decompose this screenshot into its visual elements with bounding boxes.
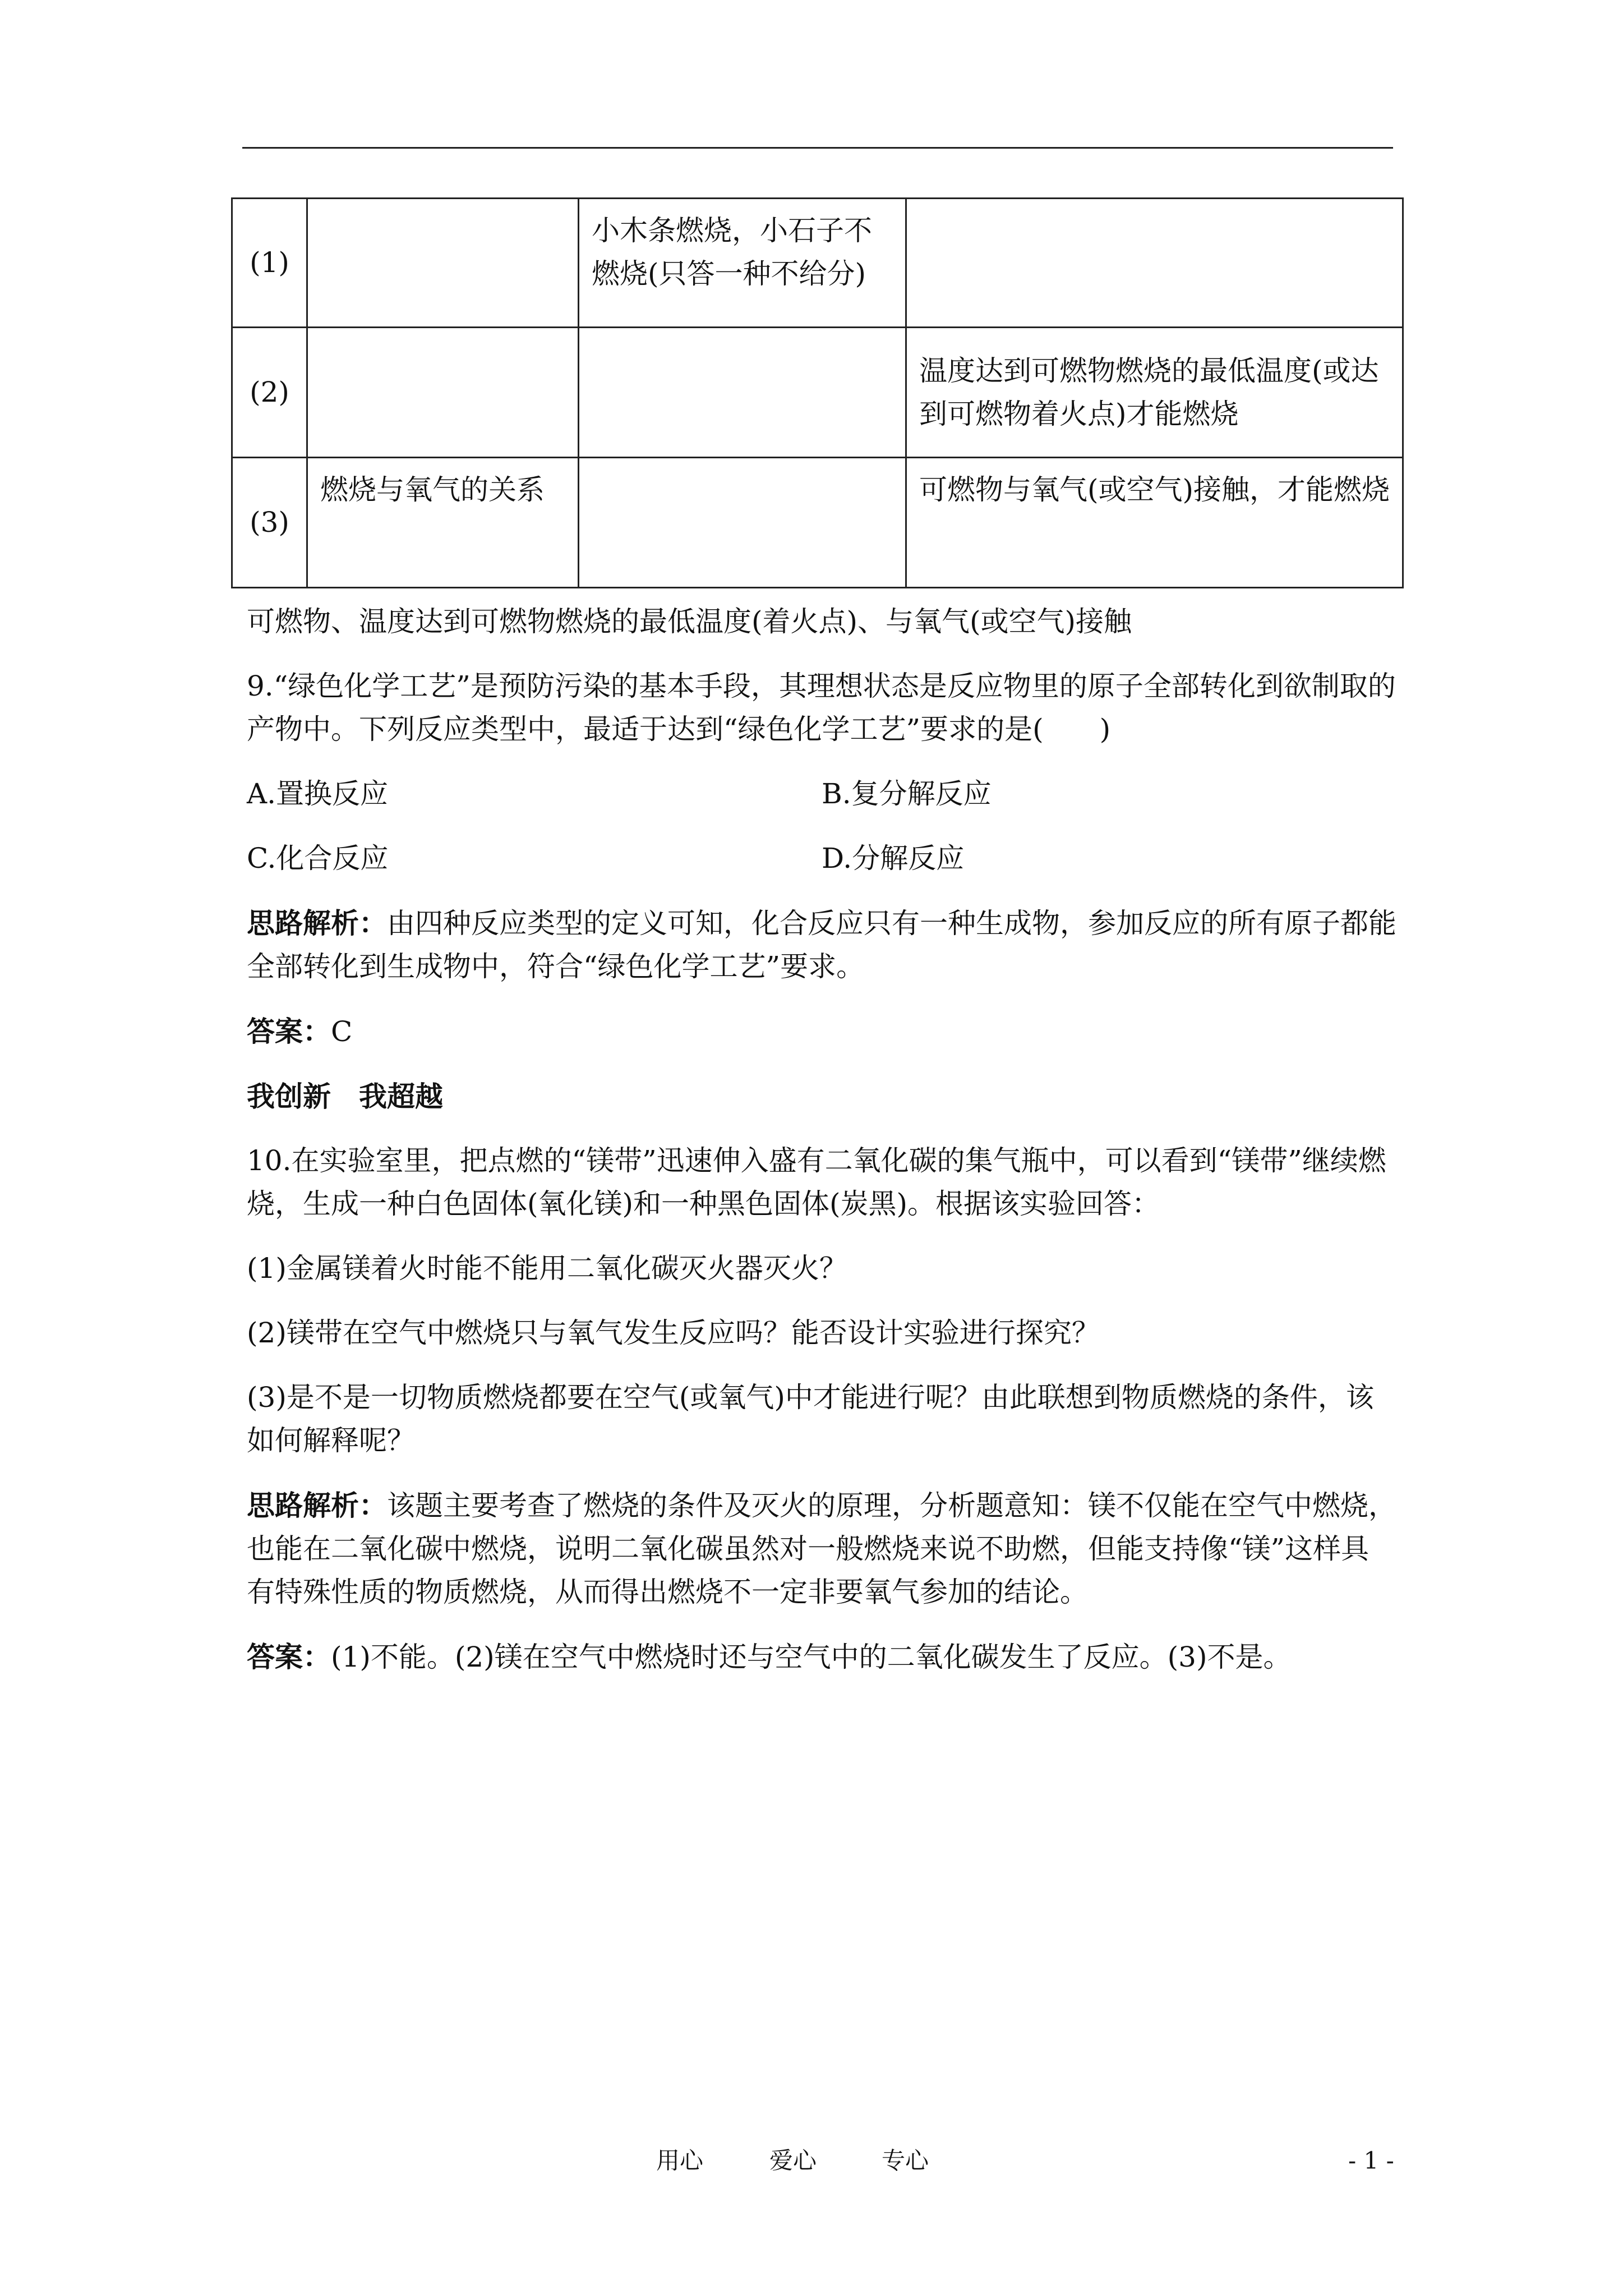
analysis-text: 由四种反应类型的定义可知，化合反应只有一种生成物，参加反应的所有原子都能全部转化到生成物中，符合“绿色化学工艺”要求。 [247, 907, 1396, 983]
answer-text: C [331, 1015, 353, 1048]
page-footer [0, 2144, 1623, 2178]
option-a: A.置换反应 [247, 777, 389, 810]
row-number: (3) [232, 458, 307, 588]
footer-item: 专心 [882, 2147, 929, 2174]
option-b: B.复分解反应 [822, 777, 992, 810]
question-10-stem: 10.在实验室里，把点燃的“镁带”迅速伸入盛有二氧化碳的集气瓶中，可以看到“镁带”继续燃烧，生成一种白色固体(氧化镁)和一种黑色固体(炭黑)。根据该实验回答： [247, 1144, 1386, 1220]
table-cell: 可燃物与氧气(或空气)接触，才能燃烧 [906, 458, 1403, 588]
section-title: 我创新 我超越 [247, 1080, 443, 1113]
table-cell [579, 458, 906, 588]
answer-label: 答案： [247, 1015, 331, 1048]
question-9-stem: 9.“绿色化学工艺”是预防污染的基本手段，其理想状态是反应物里的原子全部转化到欲制取的产物中。下列反应类型中，最适于达到“绿色化学工艺”要求的是( ) [247, 670, 1396, 746]
analysis-text: 该题主要考查了燃烧的条件及灭火的原理，分析题意知：镁不仅能在空气中燃烧，也能在二氧化碳中燃烧，说明二氧化碳虽然对一般燃烧来说不助燃，但能支持像“镁”这样具有特殊性质的物质燃烧，从而得出燃烧不一定非要氧气参加的结论。 [247, 1489, 1396, 1608]
question-9-options-row-2 [247, 837, 1396, 880]
question-10-analysis [247, 1484, 1396, 1614]
table-row [232, 458, 1403, 588]
page-content [247, 600, 1396, 1700]
question-10-sub-3: (3)是不是一切物质燃烧都要在空气(或氧气)中才能进行呢？由此联想到物质燃烧的条件，该如何解释呢？ [247, 1381, 1374, 1457]
answer-text: (1)不能。(2)镁在空气中燃烧时还与空气中的二氧化碳发生了反应。(3)不是。 [331, 1641, 1292, 1673]
table-cell: 小木条燃烧，小石子不燃烧(只答一种不给分) [579, 199, 906, 328]
table-cell: 温度达到可燃物燃烧的最低温度(或达到可燃物着火点)才能燃烧 [906, 328, 1403, 458]
table-row [232, 199, 1403, 328]
header-rule [242, 147, 1393, 149]
experiment-table [231, 197, 1404, 588]
question-10-sub-2: (2)镁带在空气中燃烧只与氧气发生反应吗？能否设计实验进行探究？ [247, 1317, 1100, 1349]
option-d: D.分解反应 [822, 842, 965, 875]
table-cell [307, 328, 579, 458]
question-9-answer [247, 1010, 1396, 1053]
analysis-label: 思路解析： [247, 1489, 387, 1522]
question-9-analysis [247, 901, 1396, 988]
question-10-answer [247, 1635, 1396, 1679]
table-cell [307, 199, 579, 328]
footer-item: 用心 [656, 2147, 704, 2174]
page-number: - 1 - [1348, 2147, 1394, 2174]
table-cell [579, 328, 906, 458]
row-number: (1) [232, 199, 307, 328]
footer-item: 爱心 [769, 2147, 817, 2174]
answer-label: 答案： [247, 1640, 331, 1673]
analysis-label: 思路解析： [247, 907, 387, 940]
question-10-sub-1: (1)金属镁着火时能不能用二氧化碳灭火器灭火？ [247, 1252, 847, 1285]
row-number: (2) [232, 328, 307, 458]
table-cell: 燃烧与氧气的关系 [307, 458, 579, 588]
table-summary: 可燃物、温度达到可燃物燃烧的最低温度(着火点)、与氧气(或空气)接触 [247, 605, 1132, 638]
table-cell [906, 199, 1403, 328]
question-9-options-row-1 [247, 772, 1396, 816]
option-c: C.化合反应 [247, 842, 389, 875]
table-row [232, 328, 1403, 458]
